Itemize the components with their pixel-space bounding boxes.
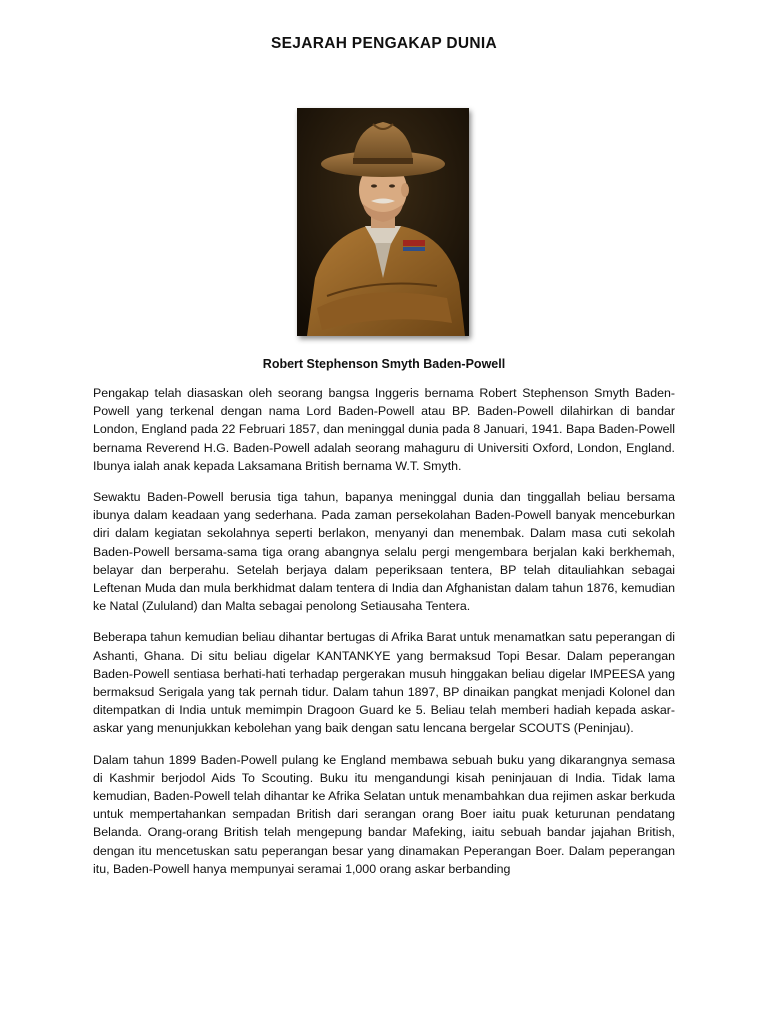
paragraph: Beberapa tahun kemudian beliau dihantar bertugas di Afrika Barat untuk menamatkan satu peperangan di Ashanti, Ghana. Di situ beliau digelar KANTANKYE yang bermaksud Topi Besar. Dalam peperangan Baden-Powell sentiasa berhati-hati terhadap pergerakan musuh hinggakan beliau digelar IMPEESA yang bermaksud Serigala yang tak pernah tidur. Dalam tahun 1897, BP dinaikan pangkat menjadi Kolonel dan ditempatkan di India untuk memimpin Dragoon Guard ke 5. Beliau telah memberi hadiah kepada askar-askar yang menunjukkan kebolehan yang baik dengan satu lencana bergelar SCOUTS (Peninjau). (93, 630, 675, 736)
paragraph: Sewaktu Baden-Powell berusia tiga tahun, bapanya meninggal dunia dan tinggallah beliau bersama ibunya dalam keadaan yang sederhana. Pada zaman persekolahan Baden-Powell banyak menceburkan diri dalam kegiatan sekolahnya seperti berlakon, menyanyi dan menembak. Dalam masa cuti sekolah Baden-Powell bersama-sama tiga orang abangnya selalu pergi mengembara berjalan kaki berkhemah, belayar dan berperahu. Setelah berjaya dalam peperiksaan tentera, BP telah ditauliahkan sebagai Leftenan Muda dan mula berkhidmat dalam tentera di India dan Afghanistan dalam tahun 1876, kemudian ke Natal (Zululand) dan Malta sebagai penolong Setiausaha Tentera. (93, 490, 675, 614)
portrait-image (297, 108, 469, 336)
portrait-caption: Robert Stephenson Smyth Baden-Powell (262, 357, 506, 371)
paragraph: Dalam tahun 1899 Baden-Powell pulang ke England membawa sebuah buku yang dikarangnya semasa di Kashmir berjodol Aids To Scouting. Buku itu mengandungi kisah peninjauan di India. Tidak lama kemudian, Baden-Powell telah dihantar ke Afrika Selatan untuk menambahkan dua rejimen askar berkuda untuk mempertahankan sempadan British dari serangan orang Boer iaitu puak keturunan pendatang Belanda. Orang-orang British telah mengepung bandar Mafeking, iaitu sebuah bandar jajahan British, dengan itu mencetuskan satu peperangan besar yang dinamakan Peperangan Boer. Dalam peperangan itu, Baden-Powell hanya mempunyai seramai 1,000 orang askar berbanding (93, 752, 675, 876)
portrait-photo (297, 108, 469, 336)
document-title: SEJARAH PENGAKAP DUNIA (271, 35, 497, 52)
paragraph: Pengakap telah diasaskan oleh seorang bangsa Inggeris bernama Robert Stephenson Smyth Baden-Powell yang terkenal dengan nama Lord Baden-Powell atau BP. Baden-Powell dilahirkan di bandar London, England pada 22 Februari 1857, dan meninggal dunia pada 8 Januari, 1941. Bapa Baden-Powell bernama Reverend H.G. Baden-Powell adalah seorang mahaguru di Universiti Oxford, London, England. Ibunya ialah anak kepada Laksamana British bernama W.T. Smyth. (93, 386, 675, 473)
body-text (93, 384, 675, 891)
